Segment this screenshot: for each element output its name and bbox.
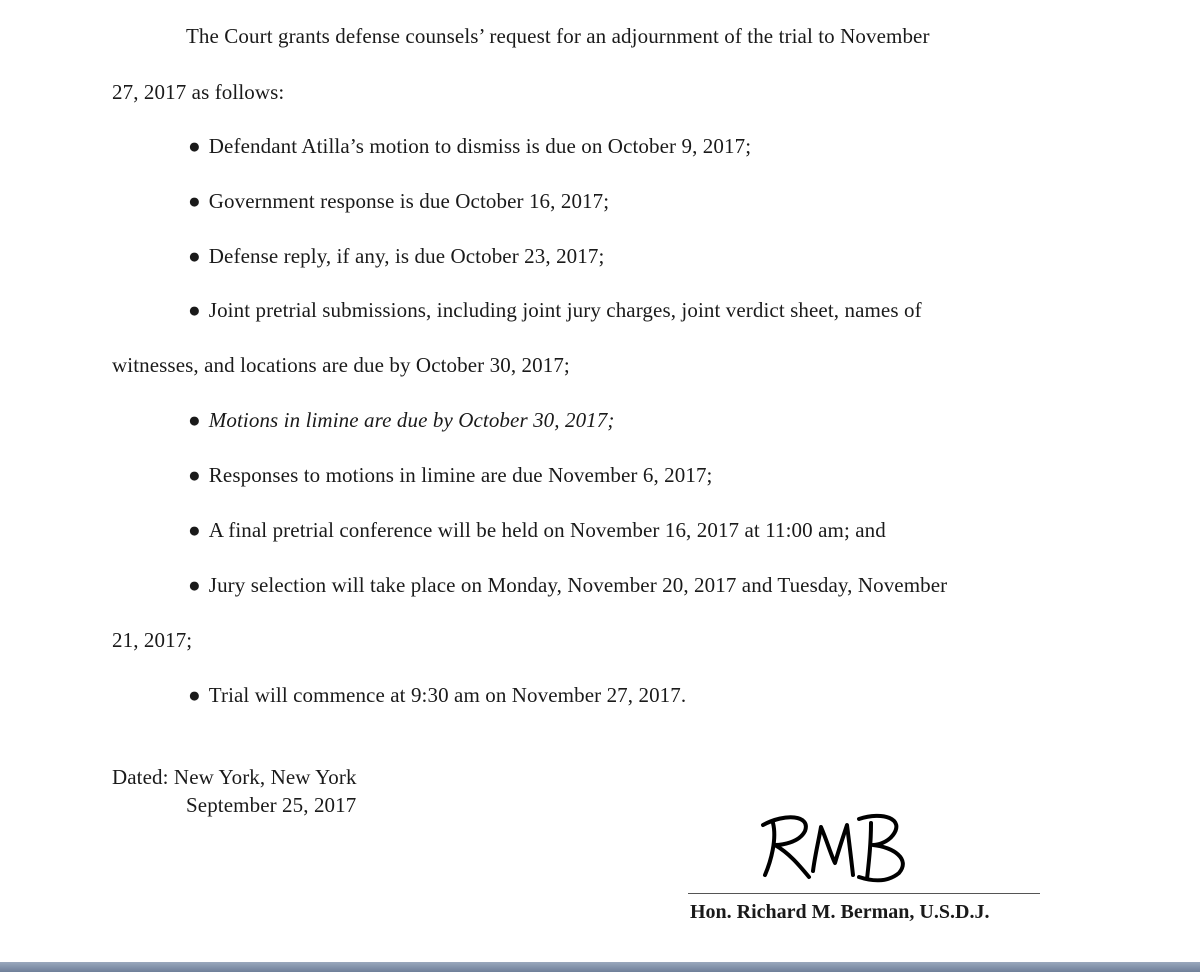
list-item	[188, 408, 614, 432]
bullet-icon: ●	[188, 134, 201, 158]
dated-date: September 25, 2017	[186, 793, 357, 817]
intro-line-1: The Court grants defense counsels’ request for an adjournment of the trial to November	[186, 24, 930, 48]
list-item	[188, 518, 886, 542]
item-text: Trial will commence at 9:30 am on November 27, 2017.	[208, 683, 687, 707]
list-item	[188, 298, 922, 322]
judge-name: Hon. Richard M. Berman, U.S.D.J.	[690, 901, 990, 923]
bullet-icon: ●	[188, 298, 201, 322]
list-item	[188, 134, 751, 158]
bullet-icon: ●	[188, 189, 201, 213]
list-item	[188, 573, 947, 597]
item-text: Motions in limine are due by October 30, 2017;	[208, 408, 615, 432]
bullet-icon: ●	[188, 244, 201, 268]
item-text: Defense reply, if any, is due October 23, 2017;	[208, 244, 605, 268]
item-text: Defendant Atilla’s motion to dismiss is due on October 9, 2017;	[208, 134, 752, 158]
bullet-icon: ●	[188, 683, 201, 707]
signature-initials-icon	[755, 805, 920, 885]
item-text: Jury selection will take place on Monday, November 20, 2017 and Tuesday, November	[208, 573, 948, 597]
list-item	[188, 244, 604, 268]
item-text: A final pretrial conference will be held on November 16, 2017 at 11:00 am; and	[208, 518, 886, 542]
item-text: Government response is due October 16, 2017;	[208, 189, 610, 213]
list-item	[188, 463, 713, 487]
bullet-icon: ●	[188, 573, 201, 597]
viewer-bottom-border	[0, 962, 1200, 972]
item-text: Joint pretrial submissions, including joint jury charges, joint verdict sheet, names of	[208, 298, 922, 322]
signature-line	[688, 893, 1040, 894]
list-item	[188, 189, 609, 213]
bullet-icon: ●	[188, 518, 201, 542]
item-text: Responses to motions in limine are due November 6, 2017;	[208, 463, 713, 487]
item-continuation: 21, 2017;	[112, 628, 193, 652]
list-item	[188, 683, 686, 707]
intro-line-2: 27, 2017 as follows:	[112, 80, 285, 104]
dated-line: Dated: New York, New York	[112, 765, 357, 789]
item-continuation: witnesses, and locations are due by October 30, 2017;	[112, 353, 570, 377]
bullet-icon: ●	[188, 463, 201, 487]
bullet-icon: ●	[188, 408, 201, 432]
